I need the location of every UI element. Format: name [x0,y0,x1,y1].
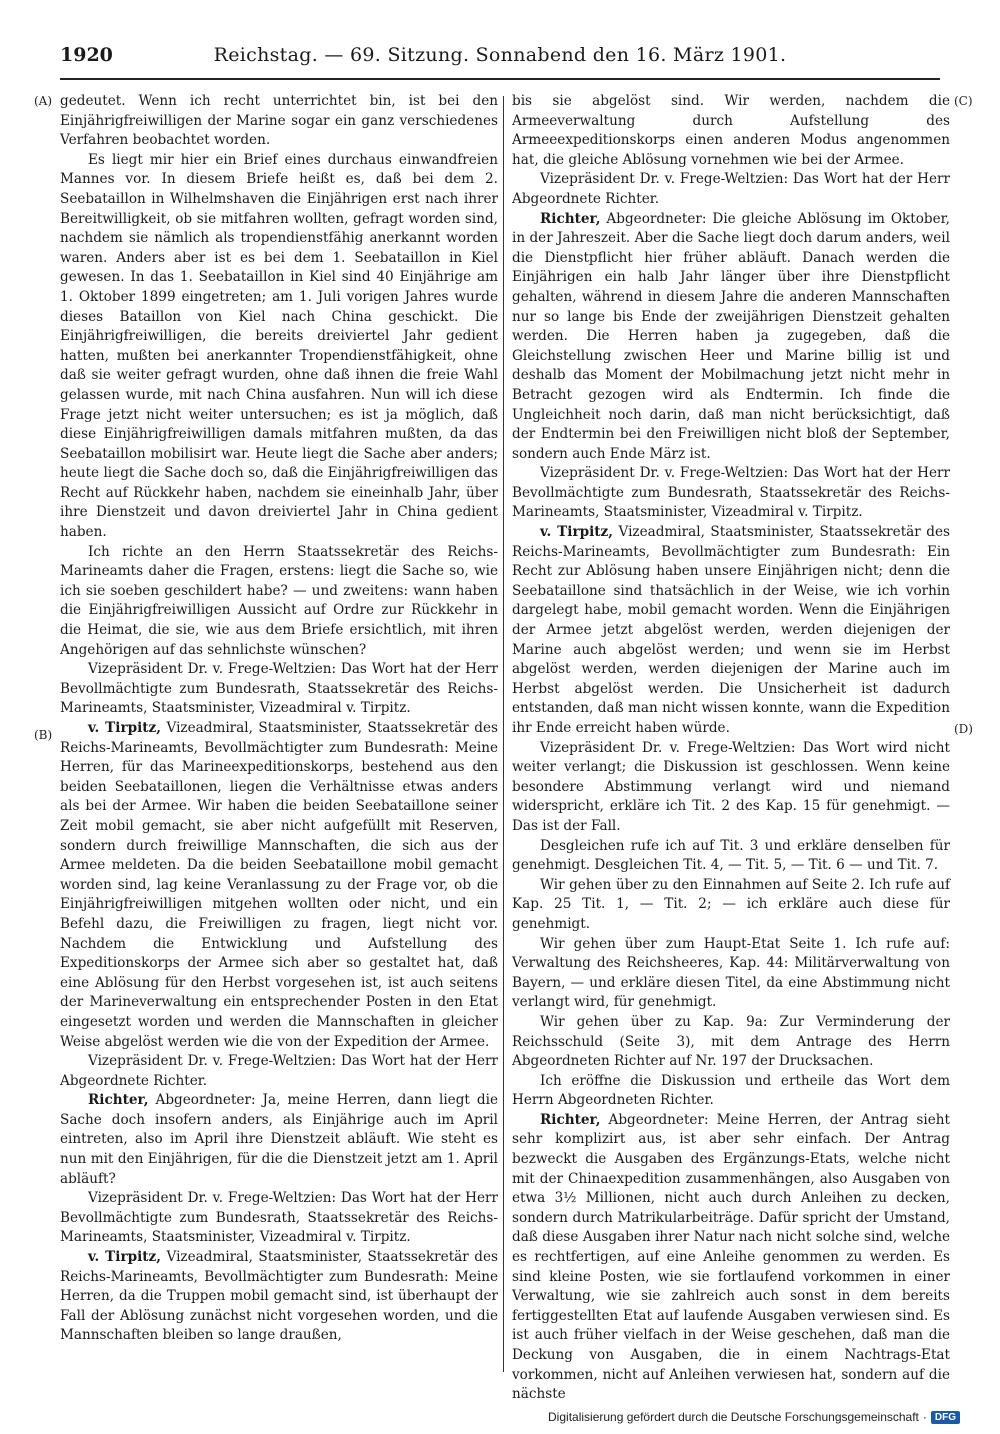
paragraph [512,464,950,523]
paragraph-text: bis sie abgelöst sind. Wir werden, nachdem die Armeeverwaltung durch Aufstellung des Armeeexpeditionskorps einen anderen Modus angenommen hat, die gleiche Ablösung vornehmen wie bei der Armee. [512,93,950,168]
dfg-logo-icon: DFG [931,1411,960,1424]
page-header [60,44,940,74]
paragraph-text: Vizepräsident Dr. v. Frege-Weltzien: Das Wort hat der Herr Abgeordnete Richter. [512,171,950,207]
paragraph [60,543,498,661]
paragraph-text: Wir gehen über zum Haupt-Etat Seite 1. Ich rufe auf: Verwaltung des Reichsheeres, Kap. 44: Militärverwaltung von Bayern, — und erkläre diesen Titel, da eine Abstimmung nicht verlangt wird, für genehmigt. [512,935,950,1011]
paragraph-text: Vizeadmiral, Staatsminister, Staatssekretär des Reichs-Marineamts, Bevollmächtigter zum Bundesrath: Meine Herren, für das Marineexpeditionskorps, bestehend aus den beiden Seebataillonen, liegen die Verhältnisse etwas anders als bei der Armee. Wir haben die beiden Seebataillone seiner Zeit mobil gemacht, sie aber nicht aufgefüllt mit Reserven, sondern durch freiwillige Mannschaften, die sich aus der Armee meldeten. Da die beiden Seebataillone mobil gemacht worden sind, lag keine Veranlassung zu der Frage vor, ob die Einjährigfreiwilligen mitgehen wollten oder nicht, und ein Befehl dazu, die Freiwilligen zu fragen, liegt nicht vor. Nachdem die Entwicklung und Aufstellung des Expeditionskorps der Armee sich aber so gestaltet hat, daß eine Ablösung für den Herbst vorgesehen ist, ist auch seitens der Marineverwaltung ein entsprechender Posten in den Etat eingesetzt worden und werden die Mannschaften in gleicher Weise abgelöst werden wie die von der Expedition der Armee. [60,720,498,1050]
paragraph [512,837,950,876]
left-column [60,92,498,1372]
paragraph-text: Vizepräsident Dr. v. Frege-Weltzien: Das Wort wird nicht weiter verlangt; die Diskussion ist geschlossen. Wenn keine besondere Abstimmung verlangt wird und niemand widerspricht, erkläre ich Tit. 2 des Kap. 15 für genehmigt. — Das ist der Fall. [512,739,950,834]
paragraph [60,92,498,151]
paragraph-text: Ich eröffne die Diskussion und ertheile das Wort dem Herrn Abgeordneten Richter. [512,1072,950,1109]
paragraph-text: Abgeordneter: Die gleiche Ablösung im Oktober, in der Jahreszeit. Aber die Sache liegt doch darum anders, weil die Dienstpflicht hier früher abläuft. Danach werden die Einjährigen ein halb Jahr länger über ihre Dienstpflicht gehalten, während in diesem Jahre die anderen Mannschaften nur so lange bis Ende der zweijährigen Dienstzeit gehalten werden. Die Herren haben ja zugegeben, daß die Gleichstellung zwischen Heer und Marine billig ist und deshalb das Moment der Mobilmachung jetzt nicht mehr in Betracht gezogen wird als Endtermin. Ich finde die Ungleichheit noch darin, daß man nicht berücksichtigt, daß der Endtermin bei den Freiwilligen nicht bloß der September, sondern auch Ende März ist. [512,210,950,462]
paragraph [60,719,498,1052]
paragraph [60,1091,498,1189]
paragraph-text: Desgleichen rufe ich auf Tit. 3 und erkläre denselben für genehmigt. Desgleichen Tit. 4, — Tit. 5, — Tit. 6 — und Tit. 7. [512,837,950,874]
speaker-name: Richter, [88,1092,149,1109]
speaker-name: v. Tirpitz, [88,720,162,736]
speaker-name: Richter, [540,210,601,227]
paragraph [60,660,498,719]
digitization-credit: Digitalisierung gefördert durch die Deutsche Forschungsgemeinschaft [548,1410,919,1424]
paragraph-text: gedeutet. Wenn ich recht unterrichtet bin, ist bei den Einjährigfreiwilligen der Marine sogar ein ganz verschiedenes Verfahren beobachtet worden. [60,93,498,149]
column-divider [503,96,504,1372]
right-column [512,92,950,1403]
paragraph [512,876,950,935]
speaker-name: v. Tirpitz, [540,524,614,541]
paragraph-text: Abgeordneter: Ja, meine Herren, dann liegt die Sache doch insofern anders, als Einjährige auch im April eintreten, also im April ihre Dienstzeit abläuft. Wie steht es nun mit den Einjährigen, für die die Dienstzeit jetzt am 1. April abläuft? [60,1092,498,1187]
paragraph-text: Abgeordneter: Meine Herren, der Antrag sieht sehr komplizirt aus, ist aber sehr einfach. Der Antrag bezweckt die Ausgaben des Ergänzungs-Etats, welche nicht mit der Chinaexpedition zusammenhängen, also Ausgaben von etwa 3½ Millionen, nicht auch durch Anleihen zu decken, sondern durch Matrikularbeiträge. Dafür spricht der Umstand, daß diese Ausgaben ihrer Natur nach nicht solche sind, welche es rechtfertigen, auf eine Anleihe genommen zu werden. Es sind kleine Posten, wie sie fortlaufend vorkommen in einer Verwaltung, wie sie zahlreich auch sonst in dem bereits fertiggestellten Etat auf laufende Ausgaben verwiesen sind. Es ist auch früher vielfach in der Weise geschehen, daß man die Deckung von Ausgaben, die in einem Nachtrags-Etat vorkommen, nicht auf Anleihen verwiesen hat, sondern auf die nächste [512,1111,950,1403]
margin-mark-d: (D) [954,722,973,736]
page-number: 1920 [60,44,113,66]
paragraph [512,170,950,209]
paragraph-text: Vizepräsident Dr. v. Frege-Weltzien: Das Wort hat der Herr Bevollmächtigte zum Bundesrath, Staatssekretär des Reichs-Marineamts, Staatsminister, Vizeadmiral v. Tirpitz. [60,1190,498,1246]
paragraph-text: Vizeadmiral, Staatsminister, Staatssekretär des Reichs-Marineamts, Bevollmächtigter zum Bundesrath: Ein Recht zur Ablösung haben unsere Einjährigen nicht; denn die Seebataillone sind thatsächlich in der Weise, wie ich vorhin dargelegt habe, mobil gemacht worden. Wenn die Einjährigen der Armee jetzt abgelöst werden, werden diejenigen der Marine auch abgelöst werden; und wenn sie im Herbst abgelöst werden, werden diejenigen der Marine auch im Herbst abgelöst werden. Die Unsicherheit ist dadurch entstanden, daß man nicht wissen konnte, wann die Expedition ihr Ende erreicht haben würde. [512,524,950,736]
paragraph-text: Vizepräsident Dr. v. Frege-Weltzien: Das Wort hat der Herr Bevollmächtigte zum Bundesrath, Staatssekretär des Reichs-Marineamts, Staatsminister, Vizeadmiral v. Tirpitz. [60,661,498,717]
paragraph-text: Vizepräsident Dr. v. Frege-Weltzien: Das Wort hat der Herr Bevollmächtigte zum Bundesrath, Staatssekretär des Reichs-Marineamts, Staatsminister, Vizeadmiral v. Tirpitz. [512,465,950,521]
margin-mark-a: (A) [34,94,53,108]
margin-mark-b: (B) [34,728,53,742]
paragraph-text: Wir gehen über zu den Einnahmen auf Seite 2. Ich rufe auf Kap. 25 Tit. 1, — Tit. 2; — ich erkläre auch diese für genehmigt. [512,876,950,932]
page-footer [548,1408,960,1426]
paragraph [60,1189,498,1248]
header-rule [60,78,940,80]
paragraph-text: Wir gehen über zu Kap. 9a: Zur Verminderung der Reichsschuld (Seite 3), mit dem Antrage des Herrn Abgeordneten Richter auf Nr. 197 der Drucksachen. [512,1013,950,1070]
paragraph [512,1072,950,1111]
margin-mark-c: (C) [954,94,973,108]
paragraph [60,1248,498,1346]
paragraph [512,210,950,465]
paragraph [512,523,950,739]
paragraph [60,1052,498,1091]
paragraph [512,739,950,837]
running-title: Reichstag. — 69. Sitzung. Sonnabend den 16. März 1901. [213,44,787,66]
paragraph-text: Es liegt mir hier ein Brief eines durchaus einwandfreien Mannes vor. In diesem Briefe heißt es, daß bei dem 2. Seebataillon in Wilhelmshaven die Einjährigen erst nach ihrer Bereitwilligkeit, ob sie mitfahren wollten, gefragt worden sind, nachdem sie nämlich als tropendienstfähig anerkannt worden waren. Anders aber ist es bei dem 1. Seebataillon in Kiel gewesen. In das 1. Seebataillon in Kiel sind 40 Einjährige am 1. Oktober 1899 eingetreten; am 1. Juli vorigen Jahres wurde dieses Bataillon von Kiel nach China geschickt. Die Einjährigfreiwilligen, die bereits dreiviertel Jahr gedient hatten, mußten bei anerkannter Tropendienstfähigkeit, ohne daß sie weiter gefragt wurden, ohne daß ihnen die freie Wahl gelassen wurde, mit nach China ausfahren. Nun will ich diese Frage jetzt nicht weiter untersuchen; es ist ja möglich, daß diese Einjährigfreiwilligen damals mitfahren mußten, da das Seebataillon mobilisirt war. Heute liegt die Sache aber anders; heute liegt die Sache doch so, daß die Einjährigfreiwilligen das Recht auf Rückkehr haben, nachdem sie eineinhalb Jahr, über ihre Dienstzeit und davon dreiviertel Jahr in China gedient haben. [60,151,498,541]
paragraph [512,92,950,170]
speaker-name: v. Tirpitz, [88,1249,162,1266]
paragraph [60,151,498,543]
paragraph [512,1111,950,1405]
paragraph [512,935,950,1013]
paragraph-text: Vizeadmiral, Staatsminister, Staatssekretär des Reichs-Marineamts, Bevollmächtigter zum Bundesrath: Meine Herren, da die Truppen mobil gemacht sind, ist überhaupt der Fall der Ablösung zunächst nicht vorgesehen worden, und die Mannschaften bleiben so lange draußen, [60,1249,498,1344]
paragraph-text: Ich richte an den Herrn Staatssekretär des Reichs-Marineamts daher die Fragen, erstens: liegt die Sache so, wie ich sie soeben geschildert habe? — und zweitens: wann haben die Einjährigfreiwilligen Aussicht auf Ordre zur Rückkehr in die Heimat, die sie, wie aus dem Briefe ersichtlich, mit ihren Angehörigen auf das sehnlichste wünschen? [60,543,498,658]
paragraph [512,1013,950,1072]
speaker-name: Richter, [540,1111,601,1128]
footer-separator: · [922,1410,927,1424]
paragraph-text: Vizepräsident Dr. v. Frege-Weltzien: Das Wort hat der Herr Abgeordnete Richter. [60,1053,498,1089]
